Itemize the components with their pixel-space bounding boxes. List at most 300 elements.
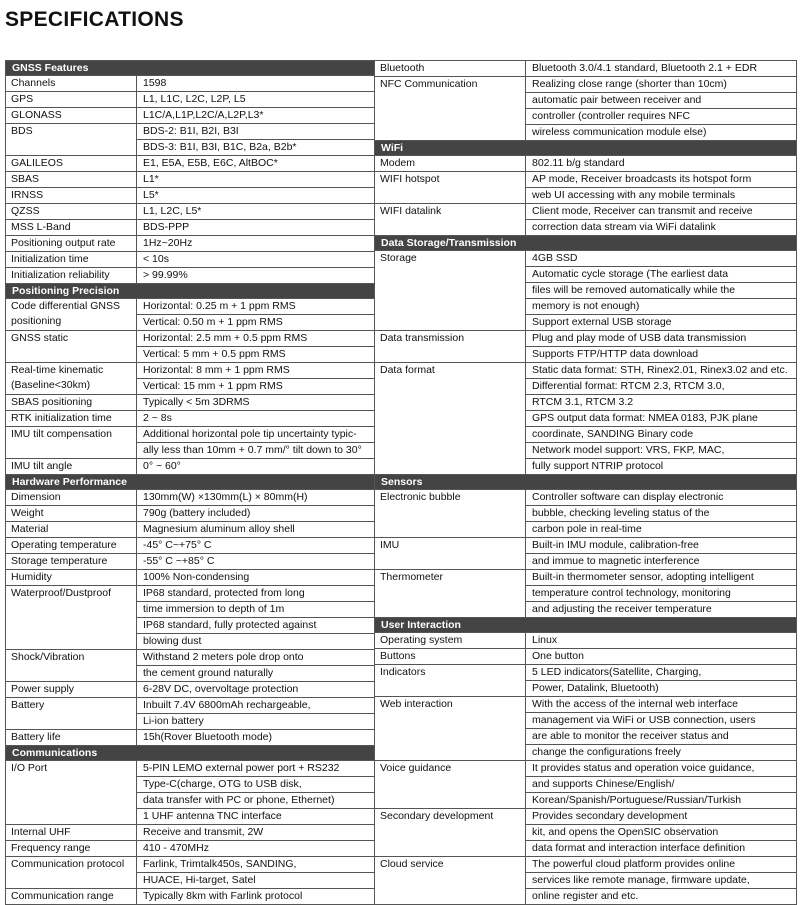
spec-label — [6, 506, 137, 521]
spec-label-text: IMU tilt compensation — [11, 428, 112, 440]
spec-row-wifi-datalink — [375, 204, 796, 236]
spec-label — [375, 61, 526, 76]
spec-value-line: IP68 standard, fully protected against — [137, 618, 374, 634]
spec-row-storage-temperature — [6, 554, 374, 570]
spec-value-line: -45° C~+75° C — [143, 539, 212, 551]
spec-value-line: Controller software can display electronic — [526, 490, 796, 506]
spec-row-communication-protocol — [6, 857, 374, 889]
spec-value-line: and adjusting the receiver temperature — [532, 603, 712, 615]
spec-values — [137, 395, 374, 410]
spec-value-line: wireless communication module else) — [532, 126, 707, 138]
spec-label-text: Data format — [380, 364, 435, 376]
spec-values — [526, 761, 796, 808]
spec-row-channels — [6, 76, 374, 92]
spec-row-waterproof-dustproof — [6, 586, 374, 650]
spec-row-imu-tilt-angle — [6, 459, 374, 475]
spec-table-right — [374, 60, 797, 905]
spec-value-line: Plug and play mode of USB data transmission — [526, 331, 796, 347]
spec-values — [526, 570, 796, 617]
spec-values — [137, 268, 374, 283]
spec-label-text: Web interaction — [380, 698, 453, 710]
spec-row-glonass — [6, 108, 374, 124]
spec-value-line: web UI accessing with any mobile terminals — [532, 189, 736, 201]
spec-value-line: L1, L2C, L5* — [143, 205, 202, 217]
spec-label-text: Weight — [11, 507, 44, 519]
spec-values — [137, 459, 374, 474]
spec-row-real-time-kinematic — [6, 363, 374, 395]
spec-label — [6, 761, 137, 824]
spec-label — [375, 363, 526, 474]
spec-row-power-supply — [6, 682, 374, 698]
spec-label-text: Internal UHF — [11, 826, 71, 838]
spec-values — [137, 76, 374, 91]
spec-row-secondary-development — [375, 809, 796, 857]
spec-label — [6, 825, 137, 840]
spec-label-text: Bluetooth — [380, 62, 425, 74]
spec-value-line: Magnesium aluminum alloy shell — [143, 523, 295, 535]
spec-values — [137, 411, 374, 426]
spec-values — [526, 538, 796, 569]
spec-value-line: 4GB SSD — [526, 251, 796, 267]
spec-value-line: 410 - 470MHz — [143, 842, 209, 854]
spec-value-line: and immue to magnetic interference — [532, 555, 700, 567]
spec-row-weight — [6, 506, 374, 522]
spec-label — [6, 411, 137, 426]
spec-value-line: Supports FTP/HTTP data download — [532, 348, 699, 360]
spec-values — [137, 363, 374, 394]
spec-label — [375, 809, 526, 856]
spec-value-line: carbon pole in real-time — [532, 523, 642, 535]
spec-values — [526, 665, 796, 696]
spec-label-text-continued: (Baseline<30km) — [11, 379, 91, 391]
spec-row-indicators — [375, 665, 796, 697]
spec-values — [526, 331, 796, 362]
spec-value-line: 5 LED indicators(Satellite, Charging, — [526, 665, 796, 681]
spec-row-wifi-hotspot — [375, 172, 796, 204]
spec-label — [6, 252, 137, 267]
spec-label — [6, 268, 137, 283]
spec-label — [6, 236, 137, 251]
spec-value-line: files will be removed automatically while the — [526, 283, 796, 299]
spec-values — [137, 761, 374, 824]
spec-values — [137, 252, 374, 267]
spec-value-line: It provides status and operation voice guidance, — [526, 761, 796, 777]
spec-value-line: Typically < 5m 3DRMS — [143, 396, 250, 408]
spec-value-line: The powerful cloud platform provides online — [526, 857, 796, 873]
spec-value-line: 15h(Rover Bluetooth mode) — [143, 731, 272, 743]
spec-label-text: Initialization reliability — [11, 269, 110, 281]
spec-row-gps — [6, 92, 374, 108]
spec-row-sbas — [6, 172, 374, 188]
spec-values — [137, 730, 374, 745]
spec-row-communication-range — [6, 889, 374, 905]
spec-label — [375, 538, 526, 569]
spec-value-line: services like remote manage, firmware update, — [526, 873, 796, 889]
spec-value-line: Network model support: VRS, FKP, MAC, — [526, 443, 796, 459]
spec-label — [6, 730, 137, 745]
spec-value-line: 802.11 b/g standard — [532, 157, 625, 169]
spec-values — [137, 650, 374, 681]
spec-row-initialization-reliability — [6, 268, 374, 284]
spec-label — [6, 220, 137, 235]
spec-label-text: Indicators — [380, 666, 426, 678]
spec-value-line: BDS-3: B1I, B3I, B1C, B2a, B2b* — [143, 141, 297, 153]
spec-label-text: Battery — [11, 699, 45, 711]
spec-label-text: Modem — [380, 157, 416, 169]
spec-row-battery — [6, 698, 374, 730]
spec-label — [6, 76, 137, 91]
spec-value-line: memory is not enough) — [526, 299, 796, 315]
spec-label — [375, 172, 526, 203]
spec-value-line: 790g (battery included) — [143, 507, 251, 519]
spec-row-irnss — [6, 188, 374, 204]
spec-label — [375, 331, 526, 362]
spec-row-web-interaction — [375, 697, 796, 761]
spec-row-positioning-output-rate — [6, 236, 374, 252]
spec-row-operating-system — [375, 633, 796, 649]
spec-values — [137, 299, 374, 330]
spec-label — [6, 570, 137, 585]
spec-value-line: online register and etc. — [532, 890, 639, 902]
spec-row-modem — [375, 156, 796, 172]
spec-value-line: Differential format: RTCM 2.3, RTCM 3.0, — [526, 379, 796, 395]
spec-value-line: bubble, checking leveling status of the — [526, 506, 796, 522]
spec-values — [137, 538, 374, 553]
spec-value-line: Korean/Spanish/Portuguese/Russian/Turkish — [532, 794, 742, 806]
spec-label-text: Code differential GNSS — [11, 300, 120, 312]
spec-value-line: Farlink, Trimtalk450s, SANDING, — [137, 857, 374, 873]
spec-label — [6, 331, 137, 362]
spec-value-line: correction data stream via WiFi datalink — [532, 221, 716, 233]
spec-value-line: controller (controller requires NFC — [526, 109, 796, 125]
spec-value-line: 1598 — [143, 77, 167, 89]
spec-value-line: 5-PIN LEMO external power port + RS232 — [137, 761, 374, 777]
spec-label-text: Power supply — [11, 683, 75, 695]
spec-label-text: Real-time kinematic — [11, 364, 104, 376]
section-header-gnss-features: GNSS Features — [6, 61, 374, 76]
spec-label — [6, 586, 137, 649]
spec-value-line: > 99.99% — [143, 269, 188, 281]
spec-value-line: change the configurations freely — [532, 746, 681, 758]
spec-label-text: Voice guidance — [380, 762, 452, 774]
spec-value-line: L5* — [143, 189, 159, 201]
spec-row-operating-temperature — [6, 538, 374, 554]
spec-value-line: RTCM 3.1, RTCM 3.2 — [526, 395, 796, 411]
spec-value-line: BDS-PPP — [143, 221, 190, 233]
spec-label-text: BDS — [11, 125, 33, 137]
spec-values — [137, 506, 374, 521]
spec-values — [137, 331, 374, 362]
spec-label — [6, 156, 137, 171]
spec-values — [137, 889, 374, 904]
spec-label-text: NFC Communication — [380, 78, 478, 90]
spec-values — [137, 427, 374, 458]
spec-values — [137, 698, 374, 729]
spec-label — [6, 92, 137, 107]
spec-value-line: time immersion to depth of 1m — [137, 602, 374, 618]
spec-label — [6, 841, 137, 856]
section-header-hardware-performance: Hardware Performance — [6, 475, 374, 490]
spec-values — [137, 188, 374, 203]
spec-row-imu-tilt-compensation — [6, 427, 374, 459]
section-header-communications: Communications — [6, 746, 374, 761]
spec-row-i-o-port — [6, 761, 374, 825]
spec-label — [375, 490, 526, 537]
spec-value-line: kit, and opens the OpenSIC observation — [526, 825, 796, 841]
spec-value-line: Realizing close range (shorter than 10cm) — [526, 77, 796, 93]
spec-value-line: IP68 standard, protected from long — [137, 586, 374, 602]
spec-row-initialization-time — [6, 252, 374, 268]
spec-row-sbas-positioning — [6, 395, 374, 411]
spec-row-data-transmission — [375, 331, 796, 363]
spec-label-text: IMU tilt angle — [11, 460, 73, 472]
spec-label-text: Humidity — [11, 571, 52, 583]
section-header-data-storage-transmission: Data Storage/Transmission — [375, 236, 796, 251]
spec-value-line: Horizontal: 2.5 mm + 0.5 ppm RMS — [137, 331, 374, 347]
spec-label — [6, 650, 137, 681]
spec-label — [6, 299, 137, 330]
spec-values — [526, 204, 796, 235]
spec-value-line: Client mode, Receiver can transmit and receive — [526, 204, 796, 220]
spec-label-text: Initialization time — [11, 253, 89, 265]
spec-label-text: Electronic bubble — [380, 491, 461, 503]
spec-value-line: Static data format: STH, Rinex2.01, Rinex3.02 and etc. — [526, 363, 796, 379]
spec-value-line: 0° ~ 60° — [143, 460, 181, 472]
spec-label-text: Battery life — [11, 731, 61, 743]
spec-label-text: Material — [11, 523, 49, 535]
spec-values — [526, 251, 796, 330]
spec-value-line: Built-in IMU module, calibration-free — [526, 538, 796, 554]
spec-label — [375, 665, 526, 696]
spec-label-text: SBAS positioning — [11, 396, 93, 408]
spec-label-text: GALILEOS — [11, 157, 63, 169]
spec-row-internal-uhf — [6, 825, 374, 841]
spec-value-line: Power, Datalink, Bluetooth) — [532, 682, 659, 694]
spec-values — [526, 363, 796, 474]
spec-row-frequency-range — [6, 841, 374, 857]
spec-values — [137, 490, 374, 505]
spec-value-line: Vertical: 0.50 m + 1 ppm RMS — [143, 316, 283, 328]
spec-values — [137, 108, 374, 123]
spec-values — [137, 682, 374, 697]
spec-value-line: Receive and transmit, 2W — [143, 826, 264, 838]
spec-values — [137, 857, 374, 888]
spec-value-line: E1, E5A, E5B, E6C, AltBOC* — [143, 157, 278, 169]
spec-value-line: ally less than 10mm + 0.7 mm/° tilt down to 30° — [143, 444, 362, 456]
spec-label — [375, 570, 526, 617]
spec-value-line: Provides secondary development — [526, 809, 796, 825]
spec-row-gnss-static — [6, 331, 374, 363]
spec-row-thermometer — [375, 570, 796, 618]
spec-label — [6, 538, 137, 553]
section-header-wifi: WiFi — [375, 141, 796, 156]
spec-row-humidity — [6, 570, 374, 586]
spec-value-line: L1, L1C, L2C, L2P, L5 — [143, 93, 246, 105]
spec-label — [375, 697, 526, 760]
spec-value-line: 1 UHF antenna TNC interface — [143, 810, 282, 822]
spec-label — [375, 633, 526, 648]
spec-label-text: Buttons — [380, 650, 416, 662]
spec-label — [375, 761, 526, 808]
spec-value-line: One button — [532, 650, 584, 662]
spec-label — [375, 77, 526, 140]
spec-row-battery-life — [6, 730, 374, 746]
spec-label-text: GPS — [11, 93, 34, 105]
spec-value-line: automatic pair between receiver and — [526, 93, 796, 109]
spec-label-text: WIFI datalink — [380, 205, 442, 217]
spec-label-text: Communication range — [11, 890, 114, 902]
spec-value-line: Linux — [532, 634, 558, 646]
spec-label-text: IMU — [380, 539, 400, 551]
spec-value-line: blowing dust — [143, 635, 202, 647]
spec-value-line: 6-28V DC, overvoltage protection — [143, 683, 299, 695]
spec-row-material — [6, 522, 374, 538]
page-title: SPECIFICATIONS — [5, 8, 184, 31]
spec-label — [375, 156, 526, 171]
spec-label-text: Dimension — [11, 491, 61, 503]
spec-label-text: RTK initialization time — [11, 412, 112, 424]
spec-row-dimension — [6, 490, 374, 506]
spec-label-text: Thermometer — [380, 571, 444, 583]
spec-label-text: Shock/Vibration — [11, 651, 85, 663]
spec-label-text: WIFI hotspot — [380, 173, 440, 185]
spec-value-line: management via WiFi or USB connection, users — [526, 713, 796, 729]
spec-label-text: QZSS — [11, 205, 40, 217]
spec-label — [6, 172, 137, 187]
spec-values — [526, 77, 796, 140]
spec-values — [526, 172, 796, 203]
spec-label-text: Operating temperature — [11, 539, 117, 551]
spec-value-line: HUACE, Hi-target, Satel — [143, 874, 256, 886]
spec-label — [6, 889, 137, 904]
spec-value-line: Horizontal: 0.25 m + 1 ppm RMS — [137, 299, 374, 315]
spec-label — [375, 857, 526, 904]
spec-value-line: Automatic cycle storage (The earliest data — [526, 267, 796, 283]
spec-row-nfc-communication — [375, 77, 796, 141]
spec-label-text: SBAS — [11, 173, 40, 185]
spec-values — [137, 825, 374, 840]
spec-row-voice-guidance — [375, 761, 796, 809]
spec-values — [137, 570, 374, 585]
spec-value-line: coordinate, SANDING Binary code — [526, 427, 796, 443]
spec-values — [137, 172, 374, 187]
spec-values — [137, 841, 374, 856]
spec-values — [526, 697, 796, 760]
spec-value-line: and supports Chinese/English/ — [526, 777, 796, 793]
spec-row-storage — [375, 251, 796, 331]
spec-label — [6, 857, 137, 888]
spec-row-electronic-bubble — [375, 490, 796, 538]
spec-label — [6, 427, 137, 458]
spec-label — [6, 554, 137, 569]
spec-values — [137, 522, 374, 537]
spec-row-mss-l-band — [6, 220, 374, 236]
spec-label — [6, 204, 137, 219]
spec-row-imu — [375, 538, 796, 570]
spec-value-line: GPS output data format: NMEA 0183, PJK plane — [526, 411, 796, 427]
spec-label-text: Communication protocol — [11, 858, 125, 870]
spec-values — [137, 220, 374, 235]
spec-values — [526, 809, 796, 856]
spec-label-text: GNSS static — [11, 332, 69, 344]
spec-label-text: Operating system — [380, 634, 463, 646]
spec-value-line: data format and interaction interface definition — [532, 842, 746, 854]
spec-label — [375, 204, 526, 235]
spec-label-text: Storage — [380, 252, 417, 264]
spec-label-text: Data transmission — [380, 332, 465, 344]
spec-value-line: Typically 8km with Farlink protocol — [143, 890, 303, 902]
spec-value-line: Li-ion battery — [143, 715, 204, 727]
spec-label — [6, 124, 137, 155]
spec-label — [6, 363, 137, 394]
section-header-sensors: Sensors — [375, 475, 796, 490]
spec-value-line: L1C/A,L1P,L2C/A,L2P,L3* — [143, 109, 264, 121]
spec-value-line: BDS-2: B1I, B2I, B3I — [137, 124, 374, 140]
spec-value-line: Additional horizontal pole tip uncertainty typic- — [137, 427, 374, 443]
spec-row-buttons — [375, 649, 796, 665]
spec-value-line: Support external USB storage — [532, 316, 672, 328]
spec-row-qzss — [6, 204, 374, 220]
spec-label-text: GLONASS — [11, 109, 62, 121]
spec-value-line: temperature control technology, monitoring — [526, 586, 796, 602]
spec-value-line: AP mode, Receiver broadcasts its hotspot form — [526, 172, 796, 188]
spec-label-text: Positioning output rate — [11, 237, 116, 249]
spec-values — [137, 204, 374, 219]
spec-values — [137, 156, 374, 171]
spec-values — [526, 490, 796, 537]
section-header-user-interaction: User Interaction — [375, 618, 796, 633]
spec-row-data-format — [375, 363, 796, 475]
spec-value-line: 130mm(W) ×130mm(L) × 80mm(H) — [143, 491, 308, 503]
spec-value-line: 100% Non-condensing — [143, 571, 250, 583]
spec-label-text: Secondary development — [380, 810, 494, 822]
spec-label — [375, 649, 526, 664]
spec-values — [526, 633, 796, 648]
spec-value-line: Type-C(charge, OTG to USB disk, — [137, 777, 374, 793]
spec-value-line: Built-in thermometer sensor, adopting intelligent — [526, 570, 796, 586]
spec-value-line: < 10s — [143, 253, 169, 265]
spec-value-line: Inbuilt 7.4V 6800mAh rechargeable, — [137, 698, 374, 714]
spec-value-line: Horizontal: 8 mm + 1 ppm RMS — [137, 363, 374, 379]
spec-value-line: -55° C ~+85° C — [143, 555, 215, 567]
spec-table-left — [5, 60, 375, 905]
spec-value-line: Withstand 2 meters pole drop onto — [137, 650, 374, 666]
spec-values — [137, 92, 374, 107]
spec-label-text: MSS L-Band — [11, 221, 71, 233]
spec-label-text-continued: positioning — [11, 315, 62, 327]
spec-row-cloud-service — [375, 857, 796, 905]
spec-value-line: data transfer with PC or phone, Ethernet) — [137, 793, 374, 809]
spec-row-rtk-initialization-time — [6, 411, 374, 427]
spec-label-text: Waterproof/Dustproof — [11, 587, 111, 599]
spec-value-line: Bluetooth 3.0/4.1 standard, Bluetooth 2.1 + EDR — [532, 62, 758, 74]
spec-values — [526, 156, 796, 171]
spec-values — [526, 857, 796, 904]
spec-row-bds — [6, 124, 374, 156]
spec-value-line: Vertical: 15 mm + 1 ppm RMS — [143, 380, 283, 392]
spec-label — [6, 490, 137, 505]
spec-label-text: Storage temperature — [11, 555, 108, 567]
spec-values — [137, 586, 374, 649]
spec-value-line: With the access of the internal web interface — [526, 697, 796, 713]
spec-value-line: fully support NTRIP protocol — [532, 460, 664, 472]
spec-row-bluetooth — [375, 61, 796, 77]
spec-value-line: are able to monitor the receiver status and — [526, 729, 796, 745]
spec-values — [526, 649, 796, 664]
spec-label — [375, 251, 526, 330]
spec-row-shock-vibration — [6, 650, 374, 682]
spec-label-text: Channels — [11, 77, 56, 89]
